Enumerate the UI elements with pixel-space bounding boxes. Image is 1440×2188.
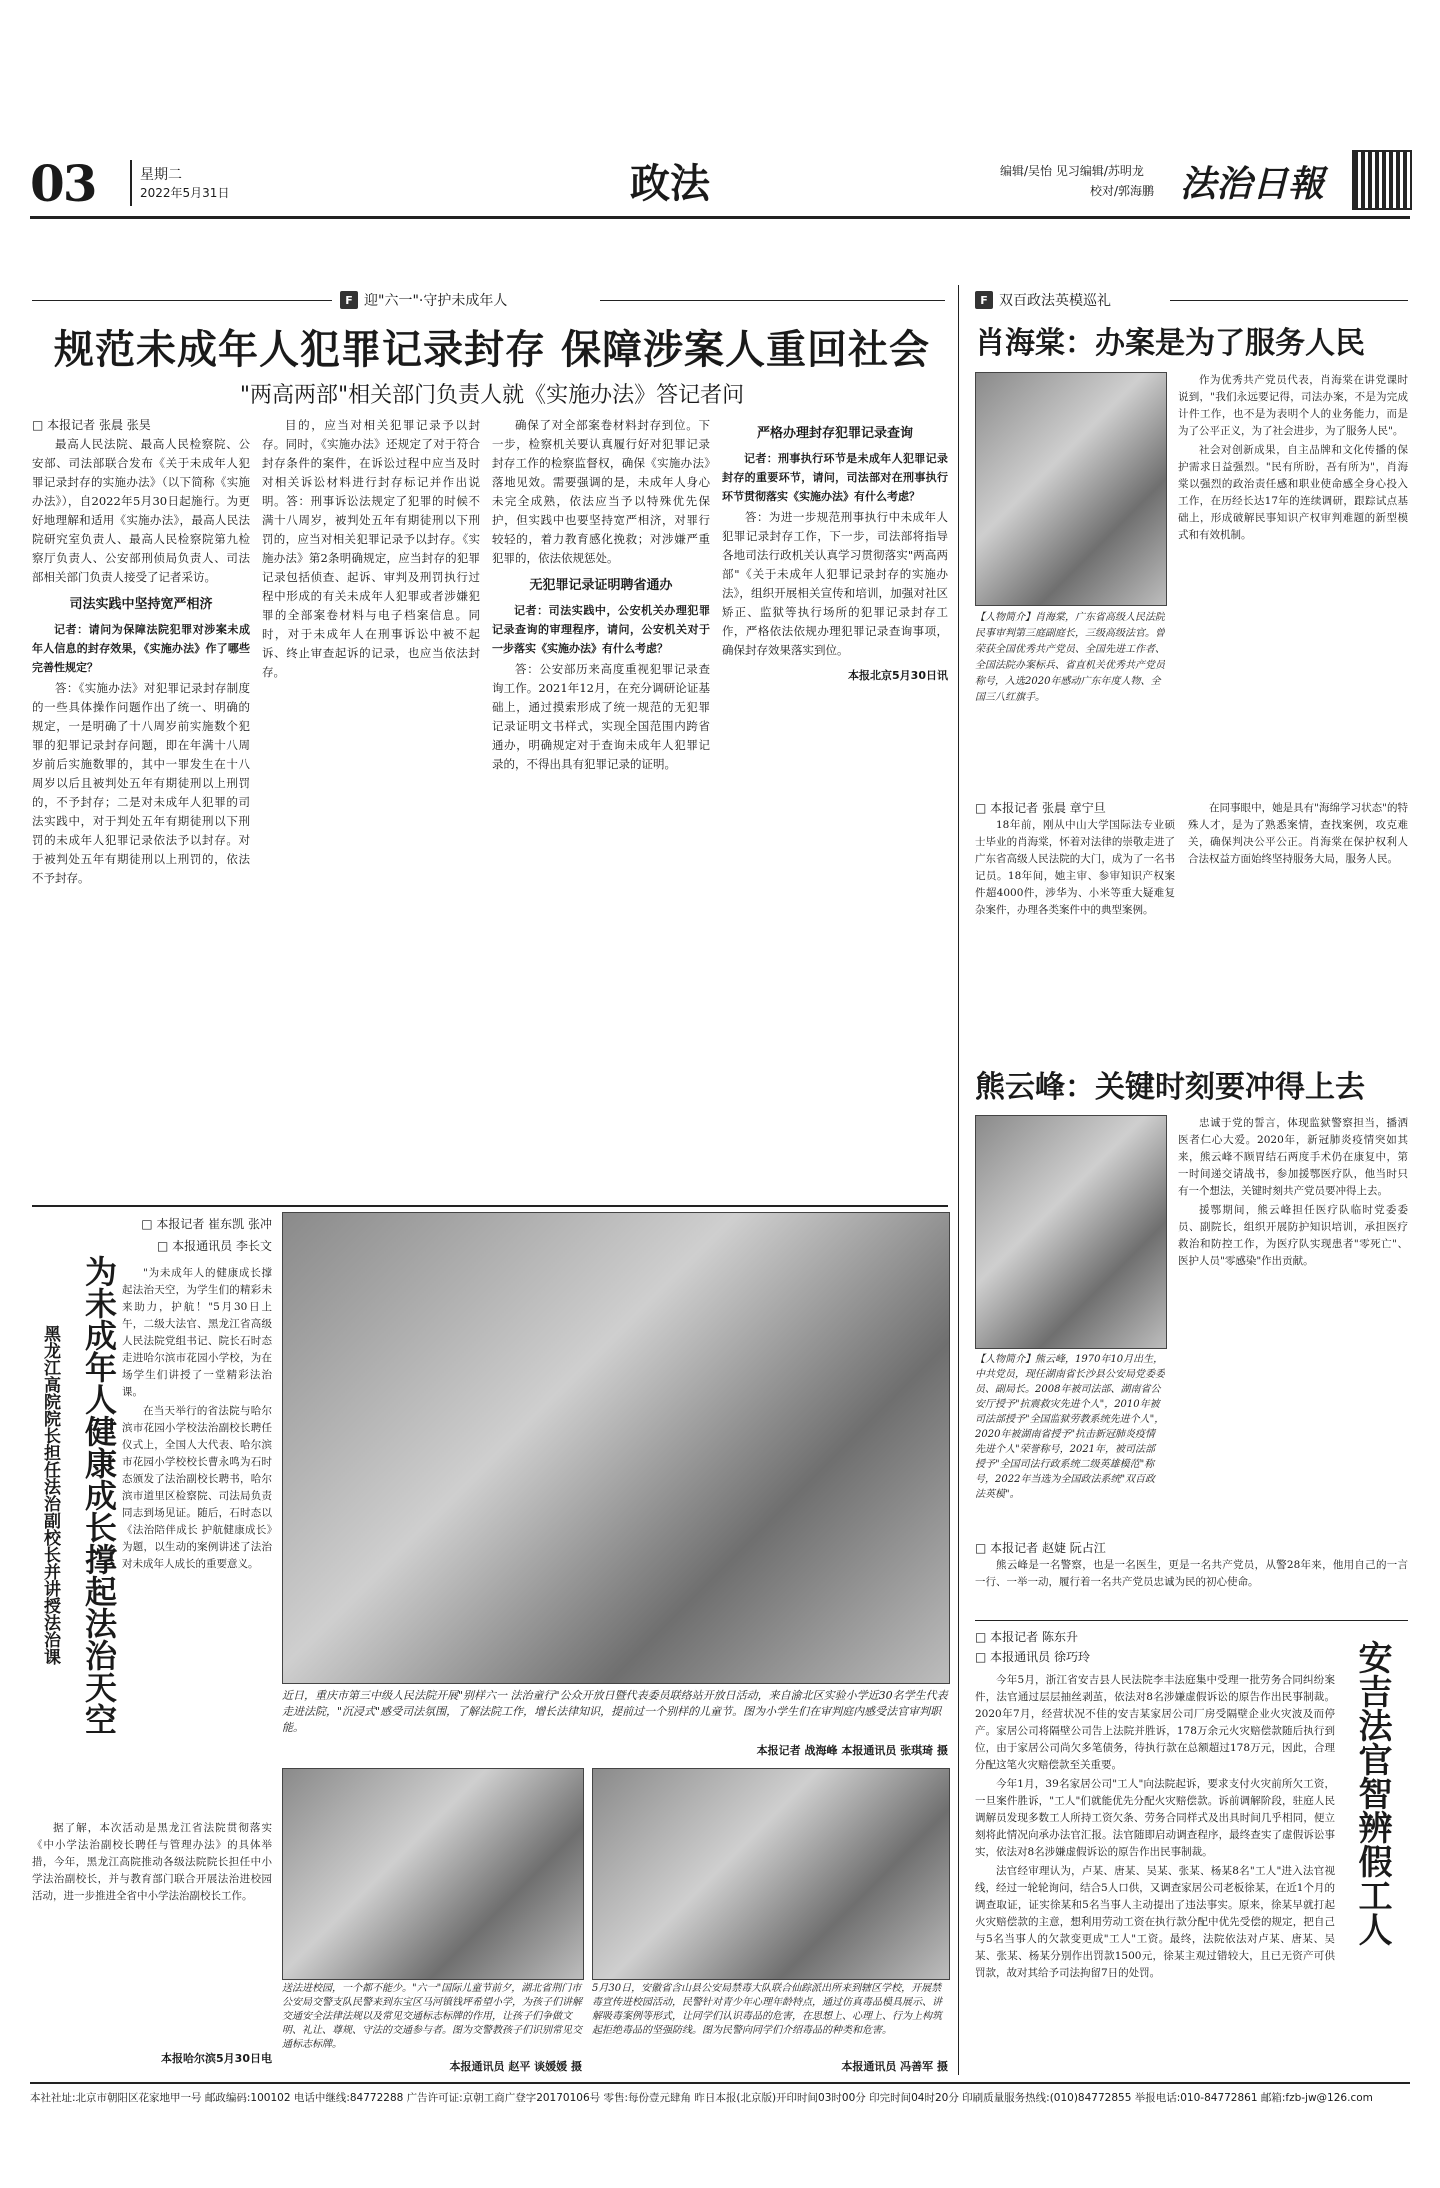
header-rule bbox=[30, 216, 1410, 219]
photo-traffic-credit: 本报通讯员 赵平 谈媛媛 摄 bbox=[449, 2060, 582, 2073]
story2-body-2: 援鄂期间，熊云峰担任医疗队临时党委委员、副院长，组织开展防护知识培训，承担医疗救治和防控工作，为医疗队实现患者"零死亡"、医护人员"零感染"作出贡献。 bbox=[1178, 1204, 1408, 1267]
subhead-2: 无犯罪记录证明聘省通办 bbox=[529, 578, 673, 593]
qr-code-icon bbox=[1352, 150, 1412, 210]
photo-traffic-police-school bbox=[282, 1768, 584, 1980]
left-dateline: 本报哈尔滨5月30日电 bbox=[161, 2052, 272, 2065]
main-col-4 bbox=[722, 416, 948, 1196]
right-tag-label: 双百政法英模巡礼 bbox=[999, 293, 1111, 309]
answer-1: 答：《实施办法》对犯罪记录封存制度的一些具体操作问题作出了统一、明确的规定，一是明确了十八周岁前实施数个犯罪的犯罪记录封存问题，即在年满十八周岁前后实施数罪的，其中一罪发生在十八周岁以后且被判处五年有期徒刑以上刑罚的，不予封存；二是对未成年人犯罪的司法实践中，对于判处五年有期徒刑以下刑罚的未成年人犯罪记录依法予以封存。对于被判处五年有期徒刑以上刑罚的，依法不予封存。 bbox=[32, 681, 250, 885]
section-title: 政法 bbox=[630, 160, 710, 207]
br-byline-1: □ 本报记者 陈东升 bbox=[975, 1630, 1078, 1644]
left-byline-2: □ 本报通讯员 李长文 bbox=[157, 1239, 272, 1253]
br-byline-2: □ 本报通讯员 徐巧玲 bbox=[975, 1650, 1090, 1664]
question-2: 记者：司法实践中，公安机关办理犯罪记录查询的审理程序，请问，公安机关对于一步落实《实施办法》有什么考虑？ bbox=[492, 604, 710, 655]
photo-antidrug-credit: 本报通讯员 冯善军 摄 bbox=[841, 2060, 948, 2073]
question-3: 记者：刑事执行环节是未成年人犯罪记录封存的重要环节，请问，司法部对在刑事执行环节贯彻落实《实施办法》有什么考虑？ bbox=[722, 452, 948, 503]
br-body-narrow bbox=[975, 1672, 1335, 2067]
story1-headline: 肖海棠：办案是为了服务人民 bbox=[975, 326, 1365, 361]
main-col2-text: 目的，应当对相关犯罪记录予以封存。同时，《实施办法》还规定了对于符合封存条件的案件，在诉讼过程中应当及时对相关诉讼材料进行封存标记并作出说明。答：刑事诉讼法规定了犯罪的时候不满十八周岁，被判处五年有期徒刑以下刑罚的，应当对相关犯罪记录予以封存。《实施办法》第2条明确规定，应当封存的犯罪记录包括侦查、起诉、审判及刑罚执行过程中形成的有关未成年人犯罪或者涉嫌犯罪的全部案卷材料与电子档案信息。同时，对于未成年人在刑事诉讼中被不起诉、终止审查起诉的记录，也应当依法封存。 bbox=[262, 418, 480, 679]
story1-body-1: 作为优秀共产党员代表，肖海棠在讲党课时说到，"我们永远要记得，司法办案，不是为完成计件工作，也不是为表明个人的业务能力，而是为了公平正义，为了社会进步，为了服务人民"。 bbox=[1178, 374, 1408, 437]
left-lead: "为未成年人的健康成长撑起法治天空，为学生们的精彩未来助力，护航！"5月30日上午，二级大法官、黑龙江省高级人民法院党组书记、院长石时态走进哈尔滨市花园小学校，为在场学生们讲授了一堂精彩法治课。 bbox=[122, 1267, 272, 1398]
story1-body-2: 社会对创新成果，自主品牌和文化传播的保护需求日益强烈。"民有所盼，吾有所为"，肖海棠以强烈的政治责任感和职业使命感全身心投入工作，在历经长达17年的连续调研，跟踪试点基础上，形成破解民事知识产权审判难题的新型模式和有效机制。 bbox=[1178, 444, 1408, 541]
newspaper-badge-icon: F bbox=[340, 291, 358, 309]
header-divider-v bbox=[130, 160, 132, 206]
left-byline-1: □ 本报记者 崔东凯 张冲 bbox=[141, 1217, 272, 1231]
story1-body-3: 18年前，刚从中山大学国际法专业硕士毕业的肖海棠，怀着对法律的崇敬走进了广东省高级人民法院的大门，成为了一名书记员。18年间，她主审、参审知识产权案件超4000件，涉华为、小米等重大疑难复杂案件，办理各类案件中的典型案例。 bbox=[975, 819, 1175, 916]
main-story-tag bbox=[340, 290, 507, 310]
story2-body-bottom bbox=[975, 1540, 1408, 1620]
main-subhead: "两高两部"相关部门负责人就《实施办法》答记者问 bbox=[239, 383, 745, 408]
story1-body-right bbox=[1188, 800, 1408, 1050]
column-divider bbox=[958, 285, 959, 2075]
left-body-narrow bbox=[122, 1265, 272, 1815]
left-body: 在当天举行的省法院与哈尔滨市花园小学校法治副校长聘任仪式上，全国人大代表、哈尔滨市花园小学校校长曹永鸣为石时态颁发了法治副校长聘书，哈尔滨市道里区检察院、司法局负责同志到场见证。随后，石时态以《法治陪伴成长 护航健康成长》为题，以生动的案例讲述了法治对未成年人成长的重要意义。 bbox=[122, 1405, 272, 1570]
main-dateline: 本报北京5月30日讯 bbox=[848, 669, 948, 682]
story1-body-4: 在同事眼中，她是具有"海绵学习状态"的特殊人才，是为了熟悉案情，查找案例，攻克难关，确保判决公平公正。肖海棠在保护权利人合法权益方面始终坚持服务大局，服务人民。 bbox=[1188, 802, 1408, 865]
main-bottom-rule bbox=[32, 1205, 948, 1207]
story2-profile: 【人物简介】熊云峰，1970年10月出生，中共党员，现任湖南省长沙县公安局党委委员、副局长。2008年被司法部、湖南省公安厅授予"抗震救灾先进个人"，2010年被司法部授予"全国监狱劳教系统先进个人"，2020年被湖南省授予"抗击新冠肺炎疫情先进个人"荣誉称号，2021年，被司法部授予"全国司法行政系统二级英雄模范"称号，2022年当选为全国政法系统"双百政法英模"。 bbox=[975, 1354, 1165, 1500]
main-col-1 bbox=[32, 416, 250, 1196]
tag-line-right bbox=[600, 300, 945, 301]
tag-label: 迎"六一"·守护未成年人 bbox=[364, 293, 508, 309]
story2-body-side bbox=[1178, 1115, 1408, 1535]
right-mid-rule bbox=[975, 1620, 1408, 1621]
answer-2: 答：公安部历来高度重视犯罪记录查询工作。2021年12月，在充分调研论证基础上，通过摸索形成了统一规范的无犯罪记录证明文书样式，实现全国范围内跨省通办，明确规定对于查询未成年人犯罪记录的，不得出具有犯罪记录的证明。 bbox=[492, 662, 710, 771]
main-col-3 bbox=[492, 416, 710, 1196]
main-byline: □ 本报记者 张晨 张昊 bbox=[32, 418, 151, 432]
main-lead: 最高人民法院、最高人民检察院、公安部、司法部联合发布《关于未成年人犯罪记录封存的实施办法》（以下简称《实施办法》），自2022年5月30日起施行。为更好地理解和适用《实施办法》，最高人民法院研究室负责人、最高人民检察院第九检察厅负责人、公安部刑侦局负责人、司法部相关部门负责人接受了记者采访。 bbox=[32, 437, 250, 584]
br-body-1: 今年5月，浙江省安吉县人民法院李丰法庭集中受理一批劳务合同纠纷案件，法官通过层层抽丝剥茧，依法对8名涉嫌虚假诉讼的原告作出民事制裁。2020年7月，经营状况不佳的安吉某家居公司厂房受隔壁企业火灾波及而停产。家居公司将隔壁公司告上法院并胜诉，178万余元火灾赔偿款随后执行到位，由于家居公司尚欠多笔债务，待执行款在总额超过178万元，因此，合理分配这笔火灾赔偿款至关重要。 bbox=[975, 1674, 1335, 1771]
newspaper-badge-icon: F bbox=[975, 291, 993, 309]
right-tag-line bbox=[1170, 300, 1408, 301]
photo-anti-drug-school bbox=[592, 1768, 950, 1980]
story1-body-left bbox=[975, 800, 1175, 1050]
issue-date: 2022年5月31日 bbox=[140, 186, 230, 200]
br-body-2: 今年1月，39名家居公司"工人"向法院起诉，要求支付火灾前所欠工资，一旦案件胜诉，"工人"们就能优先分配火灾赔偿款。诉前调解阶段，驻庭人民调解员发现多数工人所持工资欠条、劳务合同样式及出具时间几乎相同，便立刻将此情况向承办法官汇报。法官随即启动调查程序，最终查实了虚假诉讼事实，依法对8名涉嫌虚假诉讼的原告作出民事制裁。 bbox=[975, 1778, 1335, 1858]
photo-antidrug-caption: 5月30日，安徽省含山县公安局禁毒大队联合仙踪派出所来到辖区学校，开展禁毒宣传进校园活动，民警针对青少年心理年龄特点，通过仿真毒品模具展示、讲解吸毒案例等形式，让同学们认识毒品的危害，在思想上、心理上、行为上构筑起拒绝毒品的坚强防线。图为民警向同学们介绍毒品的种类和危害。 bbox=[592, 1983, 942, 2036]
main-photo-credit: 本报记者 战海峰 本报通讯员 张琪琦 摄 bbox=[756, 1744, 948, 1757]
tag-line-left bbox=[32, 300, 332, 301]
footer-rule bbox=[30, 2082, 1410, 2084]
left-subhead: 黑龙江高院院长担任法治副校长并讲授法治课 bbox=[40, 1325, 60, 1665]
answer-3: 答：为进一步规范刑事执行中未成年人犯罪记录封存工作，下一步，司法部将指导各地司法行政机关认真学习贯彻落实"两高两部"《关于未成年人犯罪记录封存的实施办法》，组织开展相关宣传和培训，加强对社区矫正、监狱等执行场所的犯罪记录封存工作，严格依法依规办理犯罪记录查询事项，确保封存效果落实到位。 bbox=[722, 510, 948, 657]
story2-byline: □ 本报记者 赵婕 阮占江 bbox=[975, 1541, 1106, 1555]
story1-byline: □ 本报记者 张晨 章宁旦 bbox=[975, 801, 1106, 815]
subhead-1: 司法实践中坚持宽严相济 bbox=[69, 597, 213, 612]
left-body-wide bbox=[32, 1820, 272, 2040]
main-col3-text: 确保了对全部案卷材料封存到位。下一步，检察机关要认真履行好对犯罪记录封存工作的检察监督权，确保《实施办法》落地见效。需要强调的是，未成年人身心未完全成熟，依法应当予以特殊优先保护，但实践中也要坚持宽严相济，对罪行较轻的，着力教育感化挽救；对涉嫌严重犯罪的，依法依规惩处。 bbox=[492, 418, 710, 565]
masthead-logo: 法治日報 bbox=[1180, 163, 1325, 205]
subhead-3: 严格办理封存犯罪记录查询 bbox=[756, 426, 913, 441]
page-number: 03 bbox=[30, 154, 96, 213]
br-headline: 安吉法官智辨假工人 bbox=[1352, 1640, 1392, 1946]
left-story bbox=[32, 1215, 272, 2075]
question-1: 记者：请问为保障法院犯罪对涉案未成年人信息的封存效果，《实施办法》作了哪些完善性规定？ bbox=[32, 623, 250, 674]
page-header bbox=[30, 150, 1410, 222]
left-body-2: 据了解，本次活动是黑龙江省法院贯彻落实《中小学法治副校长聘任与管理办法》的具体举措，今年，黑龙江高院推动各级法院院长担任中小学法治副校长，并与教育部门联合开展法治进校园活动，进一步推进全省中小学法治副校长工作。 bbox=[32, 1822, 272, 1902]
story1-profile: 【人物简介】肖海棠，广东省高级人民法院民事审判第三庭副庭长，三级高级法官。曾荣获全国优秀共产党员、全国先进工作者、全国法院办案标兵、省直机关优秀共产党员称号，入选2020年感动广东年度人物、全国三八红旗手。 bbox=[975, 612, 1165, 703]
main-headline: 规范未成年人犯罪记录封存 保障涉案人重回社会 bbox=[54, 327, 930, 373]
photo-traffic-caption: 送法进校园，一个都不能少。"六一"国际儿童节前夕，湖北省荆门市公安局交警支队民警来到东宝区马河镇钱坪希望小学，为孩子们讲解交通安全法律法规以及常见交通标志标牌的作用，让孩子们争做文明、礼让、尊规、守法的交通参与者。图为交警教孩子们识别常见交通标志标牌。 bbox=[282, 1983, 582, 2050]
portrait-xiong-yunfeng bbox=[975, 1115, 1167, 1349]
main-photo-courtroom-students bbox=[282, 1212, 950, 1684]
footer-info: 本社社址:北京市朝阳区花家地甲一号 邮政编码:100102 电话中继线:84772288 广告许可证:京朝工商广登字20170106号 零售:每份壹元肆角 昨日本报(北京版)开印时间03时00分 印完时间04时20分 印刷质量服务热线:(010)84772855 举报电话:010-84772861 邮箱:fzb-jw@126.com bbox=[30, 2092, 1373, 2104]
main-col-2 bbox=[262, 416, 480, 1196]
story2-body-1: 忠诚于党的誓言，体现监狱警察担当，播洒医者仁心大爱。2020年，新冠肺炎疫情突如其来，熊云峰不顾胃结石两度手术仍在康复中，第一时间递交请战书，参加援鄂医疗队，他当时只有一个想法，关键时刻共产党员要冲得上去。 bbox=[1178, 1117, 1408, 1197]
left-headline: 为未成年人健康成长撑起法治天空 bbox=[80, 1255, 118, 1735]
editors-line-2: 校对/郭海鹏 bbox=[1090, 184, 1155, 198]
portrait-xiao-haitang bbox=[975, 372, 1167, 606]
right-tag bbox=[975, 290, 1111, 310]
main-photo-caption: 近日，重庆市第三中级人民法院开展"别样六一 法治童行"公众开放日暨代表委员联络站开放日活动，来自渝北区实验小学近30名学生代表走进法院，"沉浸式"感受司法氛围，了解法院工作，增长法律知识，提前过一个别样的儿童节。图为小学生们在审判庭内感受法官审判职能。 bbox=[282, 1689, 948, 1734]
br-body-3: 法官经审理认为，卢某、唐某、吴某、张某、杨某8名"工人"进入法官视线，经过一轮轮询问，结合5人口供，又调查家居公司老板徐某，在近1个月的调查取证，证实徐某和5名当事人主动提出了违法事实。原来，徐某早就打起火灾赔偿款的主意，想利用劳动工资在执行款分配中优先受偿的规定，把自己与5名当事人的欠款变更成"工人"工资。最终，法院依法对卢某、唐某、吴某、张某、杨某分别作出罚款1500元，徐某主观过错较大，且已无资产可供罚款，故对其给予司法拘留7日的处罚。 bbox=[975, 1865, 1335, 1979]
weekday: 星期二 bbox=[140, 167, 182, 183]
story1-body-side bbox=[1178, 372, 1408, 792]
story2-body-3: 熊云峰是一名警察，也是一名医生，更是一名共产党员，从警28年来，他用自己的一言一行、一举一动，履行着一名共产党员忠诚为民的初心使命。 bbox=[975, 1559, 1408, 1588]
story2-headline: 熊云峰：关键时刻要冲得上去 bbox=[975, 1070, 1365, 1105]
editors-line-1: 编辑/吴怡 见习编辑/苏明龙 bbox=[1000, 164, 1144, 178]
